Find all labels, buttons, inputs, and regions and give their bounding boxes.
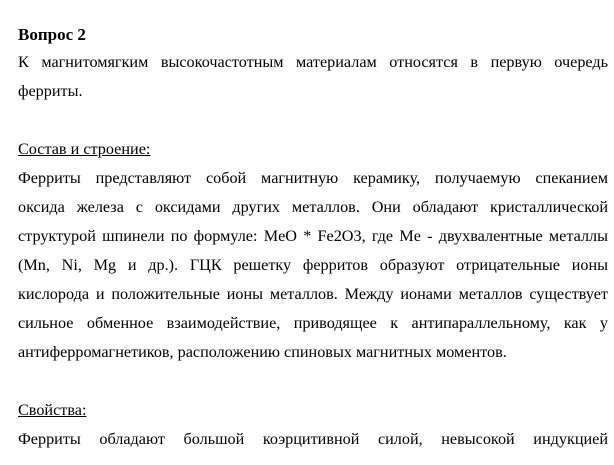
paragraph-spacer xyxy=(18,106,608,135)
composition-line: кислорода и положительные ионы металлов. Между ионами металлов существует xyxy=(18,285,608,303)
composition-line: антиферромагнетиков, расположению спиновых магнитных моментов. xyxy=(18,343,507,361)
question-title: Вопрос 2 xyxy=(18,25,86,44)
composition-paragraph xyxy=(18,164,608,367)
composition-line: Ферриты представляют собой магнитную керамику, получаемую спеканием xyxy=(18,169,608,187)
section-heading-composition: Состав и строение: xyxy=(18,140,151,158)
document-body xyxy=(18,22,608,454)
intro-paragraph xyxy=(18,48,608,106)
properties-paragraph xyxy=(18,425,608,454)
paragraph-spacer xyxy=(18,367,608,396)
properties-line: Ферриты обладают большой коэрцитивной силой, невысокой индукцией xyxy=(18,430,608,448)
cut-off-text-fragment xyxy=(400,461,474,465)
intro-line: ферриты. xyxy=(18,82,83,100)
section-heading-properties: Свойства: xyxy=(18,401,87,419)
composition-line: сильное обменное взаимодействие, приводящее к антипараллельному, как у xyxy=(18,314,608,332)
composition-line: (Mn, Ni, Mg и др.). ГЦК решетку ферритов образуют отрицательные ионы xyxy=(18,256,608,274)
composition-line: оксида железа с оксидами других металлов. Они обладают кристаллической xyxy=(18,198,608,216)
intro-line: К магнитомягким высокочастотным материалам относятся в первую очередь xyxy=(18,53,608,71)
composition-line: структурой шпинели по формуле: MeO * Fe2O3, где Me - двухвалентные металлы xyxy=(18,227,608,245)
